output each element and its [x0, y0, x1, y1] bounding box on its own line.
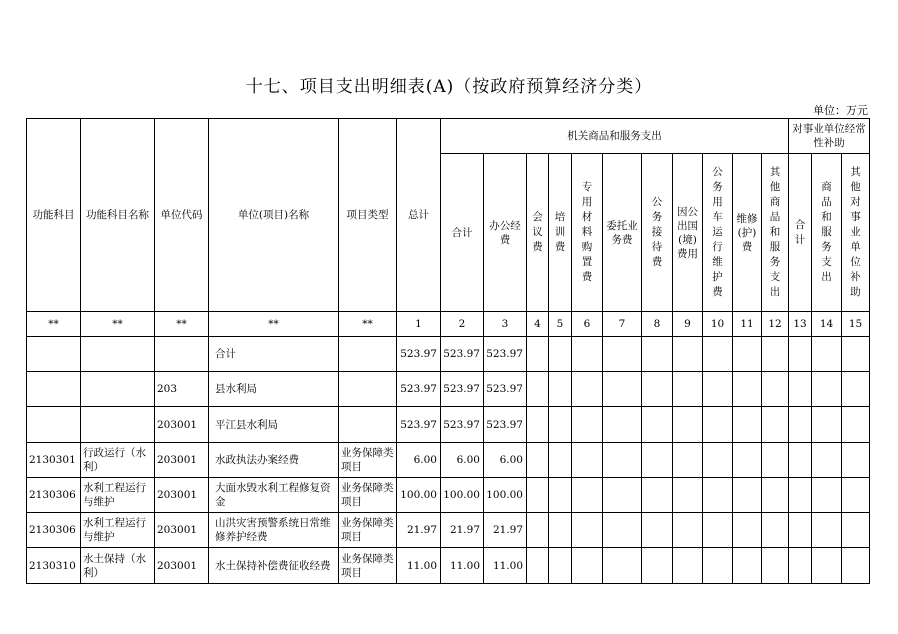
index-cell: 2	[441, 312, 484, 337]
cell-func-name	[81, 337, 155, 372]
cell-sub-total: 523.97	[441, 337, 484, 372]
header-repair: 维修(护)费	[733, 154, 762, 312]
empty-cell	[642, 372, 673, 407]
empty-cell	[842, 372, 870, 407]
index-cell: 9	[673, 312, 703, 337]
empty-cell	[549, 372, 572, 407]
cell-total: 11.00	[397, 548, 441, 584]
empty-cell	[842, 443, 870, 478]
empty-cell	[572, 372, 603, 407]
empty-cell	[762, 443, 789, 478]
header-unit-name: 单位(项目)名称	[209, 119, 339, 312]
cell-unit-code: 203001	[155, 548, 209, 584]
index-cell: 6	[572, 312, 603, 337]
empty-cell	[733, 548, 762, 584]
empty-cell	[527, 443, 549, 478]
cell-func-name	[81, 407, 155, 443]
table-row	[27, 407, 870, 443]
cell-proj-type: 业务保障类项目	[339, 443, 397, 478]
empty-cell	[812, 478, 842, 513]
empty-cell	[572, 478, 603, 513]
table-row	[27, 443, 870, 478]
cell-func-name: 水土保持（水利）	[81, 548, 155, 584]
cell-total: 523.97	[397, 372, 441, 407]
header-goods-services: 商 品 和 服 务 支 出	[812, 154, 842, 312]
cell-sub-total: 21.97	[441, 513, 484, 548]
header-materials: 专 用 材 料 购 置 费	[572, 154, 603, 312]
empty-cell	[703, 443, 733, 478]
cell-func-code	[27, 337, 81, 372]
empty-cell	[603, 478, 642, 513]
empty-cell	[673, 478, 703, 513]
index-cell: **	[339, 312, 397, 337]
cell-func-code	[27, 372, 81, 407]
index-cell: 1	[397, 312, 441, 337]
cell-func-code	[27, 407, 81, 443]
cell-func-name: 行政运行（水利）	[81, 443, 155, 478]
empty-cell	[842, 337, 870, 372]
header-row-1	[27, 119, 870, 154]
header-other-goods: 其 他 商 品 和 服 务 支 出	[762, 154, 789, 312]
empty-cell	[642, 407, 673, 443]
empty-cell	[762, 372, 789, 407]
empty-cell	[842, 548, 870, 584]
empty-cell	[603, 548, 642, 584]
index-cell: 12	[762, 312, 789, 337]
cell-unit-name: 平江县水利局	[209, 407, 339, 443]
empty-cell	[527, 548, 549, 584]
header-training: 培 训 费	[549, 154, 572, 312]
empty-cell	[527, 372, 549, 407]
cell-total: 6.00	[397, 443, 441, 478]
cell-proj-type: 业务保障类项目	[339, 548, 397, 584]
project-expenditure-table	[26, 118, 870, 584]
cell-total: 21.97	[397, 513, 441, 548]
cell-total: 523.97	[397, 407, 441, 443]
empty-cell	[703, 372, 733, 407]
header-sub-total: 合计	[441, 154, 484, 312]
empty-cell	[673, 407, 703, 443]
empty-cell	[603, 407, 642, 443]
cell-func-code: 2130301	[27, 443, 81, 478]
index-cell: 5	[549, 312, 572, 337]
cell-office: 523.97	[484, 407, 527, 443]
empty-cell	[842, 407, 870, 443]
empty-cell	[812, 443, 842, 478]
cell-unit-code: 203001	[155, 443, 209, 478]
empty-cell	[762, 513, 789, 548]
cell-unit-code	[155, 337, 209, 372]
empty-cell	[549, 548, 572, 584]
header-travel-abroad: 因公出国(境)费用	[673, 154, 703, 312]
cell-unit-name: 合计	[209, 337, 339, 372]
index-cell: 14	[812, 312, 842, 337]
empty-cell	[673, 372, 703, 407]
empty-cell	[572, 443, 603, 478]
empty-cell	[572, 548, 603, 584]
header-reception: 公 务 接 待 费	[642, 154, 673, 312]
cell-unit-code: 203	[155, 372, 209, 407]
index-cell: 10	[703, 312, 733, 337]
empty-cell	[549, 478, 572, 513]
empty-cell	[812, 548, 842, 584]
header-group-org: 机关商品和服务支出	[441, 119, 789, 154]
empty-cell	[549, 443, 572, 478]
empty-cell	[549, 407, 572, 443]
cell-sub-total: 523.97	[441, 407, 484, 443]
cell-proj-type: 业务保障类项目	[339, 478, 397, 513]
empty-cell	[789, 513, 812, 548]
header-total: 总计	[397, 119, 441, 312]
empty-cell	[762, 478, 789, 513]
index-cell: 15	[842, 312, 870, 337]
empty-cell	[703, 478, 733, 513]
cell-unit-code: 203001	[155, 407, 209, 443]
cell-proj-type	[339, 337, 397, 372]
index-cell: 13	[789, 312, 812, 337]
header-office: 办公经费	[484, 154, 527, 312]
empty-cell	[762, 548, 789, 584]
cell-total: 100.00	[397, 478, 441, 513]
empty-cell	[703, 513, 733, 548]
cell-proj-type	[339, 372, 397, 407]
table-row	[27, 548, 870, 584]
header-unit-code: 单位代码	[155, 119, 209, 312]
empty-cell	[642, 513, 673, 548]
empty-cell	[603, 372, 642, 407]
cell-proj-type: 业务保障类项目	[339, 513, 397, 548]
cell-unit-code: 203001	[155, 478, 209, 513]
empty-cell	[842, 478, 870, 513]
empty-cell	[789, 407, 812, 443]
empty-cell	[527, 407, 549, 443]
empty-cell	[642, 443, 673, 478]
index-cell: **	[155, 312, 209, 337]
empty-cell	[789, 372, 812, 407]
empty-cell	[842, 513, 870, 548]
empty-cell	[762, 407, 789, 443]
header-sub2-total: 合 计	[789, 154, 812, 312]
header-vehicle: 公 务 用 车 运 行 维 护 费	[703, 154, 733, 312]
empty-cell	[703, 337, 733, 372]
cell-office: 6.00	[484, 443, 527, 478]
table-row	[27, 513, 870, 548]
empty-cell	[549, 513, 572, 548]
empty-cell	[812, 513, 842, 548]
cell-office: 21.97	[484, 513, 527, 548]
cell-sub-total: 523.97	[441, 372, 484, 407]
empty-cell	[762, 337, 789, 372]
index-cell: 8	[642, 312, 673, 337]
header-entrust: 委托业务费	[603, 154, 642, 312]
empty-cell	[572, 513, 603, 548]
empty-cell	[733, 337, 762, 372]
empty-cell	[703, 548, 733, 584]
empty-cell	[642, 548, 673, 584]
cell-unit-name: 水土保持补偿费征收经费	[209, 548, 339, 584]
index-cell: 3	[484, 312, 527, 337]
page-title: 十七、项目支出明细表(A)（按政府预算经济分类）	[245, 77, 653, 97]
empty-cell	[703, 407, 733, 443]
index-cell: 4	[527, 312, 549, 337]
cell-func-code: 2130306	[27, 513, 81, 548]
empty-cell	[549, 337, 572, 372]
cell-proj-type	[339, 407, 397, 443]
index-cell: **	[209, 312, 339, 337]
cell-office: 523.97	[484, 372, 527, 407]
empty-cell	[642, 478, 673, 513]
empty-cell	[812, 407, 842, 443]
table-row	[27, 372, 870, 407]
header-group-sub: 对事业单位经常性补助	[789, 119, 870, 154]
index-row	[27, 312, 870, 337]
index-cell: **	[27, 312, 81, 337]
empty-cell	[527, 337, 549, 372]
empty-cell	[733, 478, 762, 513]
empty-cell	[789, 443, 812, 478]
cell-total: 523.97	[397, 337, 441, 372]
empty-cell	[603, 337, 642, 372]
empty-cell	[603, 513, 642, 548]
cell-unit-name: 县水利局	[209, 372, 339, 407]
cell-sub-total: 6.00	[441, 443, 484, 478]
empty-cell	[733, 443, 762, 478]
empty-cell	[673, 513, 703, 548]
cell-unit-name: 水政执法办案经费	[209, 443, 339, 478]
cell-func-name: 水利工程运行与维护	[81, 478, 155, 513]
empty-cell	[812, 372, 842, 407]
header-proj-type: 项目类型	[339, 119, 397, 312]
empty-cell	[527, 478, 549, 513]
header-func-name: 功能科目名称	[81, 119, 155, 312]
cell-office: 100.00	[484, 478, 527, 513]
cell-func-name: 水利工程运行与维护	[81, 513, 155, 548]
empty-cell	[673, 443, 703, 478]
empty-cell	[812, 337, 842, 372]
table-row	[27, 478, 870, 513]
empty-cell	[572, 337, 603, 372]
empty-cell	[789, 548, 812, 584]
empty-cell	[527, 513, 549, 548]
empty-cell	[673, 548, 703, 584]
empty-cell	[789, 337, 812, 372]
header-meeting: 会 议 费	[527, 154, 549, 312]
table-row	[27, 337, 870, 372]
cell-sub-total: 100.00	[441, 478, 484, 513]
index-cell: 7	[603, 312, 642, 337]
header-other-subsidy: 其 他 对 事 业 单 位 补 助	[842, 154, 870, 312]
cell-func-code: 2130310	[27, 548, 81, 584]
empty-cell	[603, 443, 642, 478]
cell-office: 523.97	[484, 337, 527, 372]
empty-cell	[673, 337, 703, 372]
empty-cell	[733, 513, 762, 548]
cell-unit-name: 山洪灾害预警系统日常维修养护经费	[209, 513, 339, 548]
empty-cell	[733, 407, 762, 443]
empty-cell	[789, 478, 812, 513]
cell-sub-total: 11.00	[441, 548, 484, 584]
index-cell: **	[81, 312, 155, 337]
cell-unit-code: 203001	[155, 513, 209, 548]
index-cell: 11	[733, 312, 762, 337]
cell-office: 11.00	[484, 548, 527, 584]
cell-func-name	[81, 372, 155, 407]
unit-label: 单位：万元	[813, 104, 868, 117]
cell-unit-name: 大面水毁水利工程修复资金	[209, 478, 339, 513]
cell-func-code: 2130306	[27, 478, 81, 513]
empty-cell	[642, 337, 673, 372]
header-func-code: 功能科目	[27, 119, 81, 312]
empty-cell	[572, 407, 603, 443]
empty-cell	[733, 372, 762, 407]
